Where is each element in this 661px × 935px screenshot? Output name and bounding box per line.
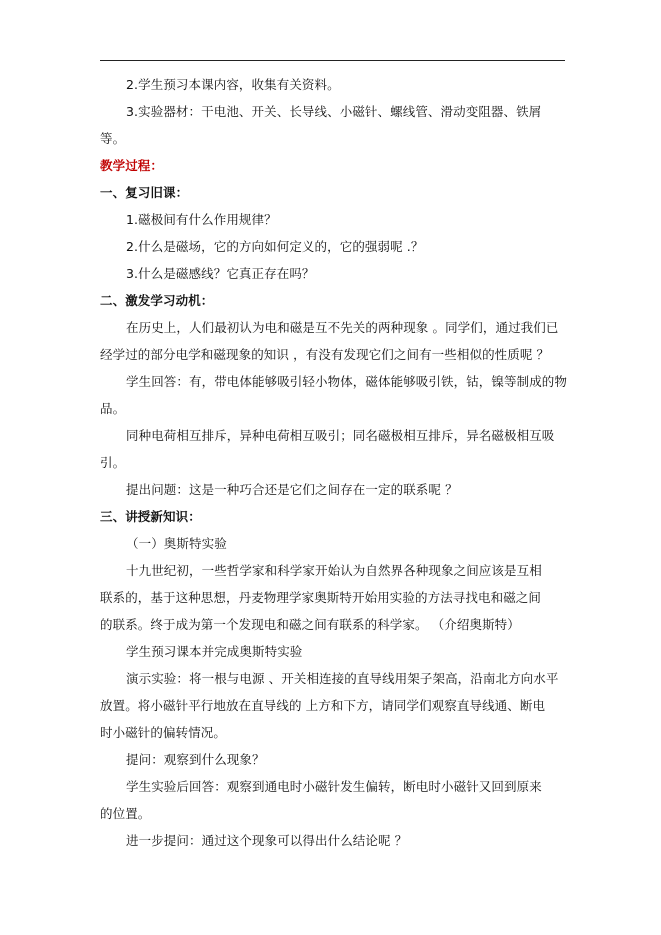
text-line: 3.实验器材：干电池、开关、长导线、小磁针、螺线管、滑动变阻器、铁屑 <box>126 104 542 119</box>
text-line: 联系的，基于这种思想，丹麦物理学家奥斯特开始用实验的方法寻找电和磁之间 <box>100 590 542 605</box>
text-line: 经学过的部分电学和磁现象的知识 ，有没有发现它们之间有一些相似的性质呢 ？ <box>100 347 550 362</box>
subsection-heading: （一）奥斯特实验 <box>126 536 227 551</box>
text-line: 十九世纪初，一些哲学家和科学家开始认为自然界各种现象之间应该是互相 <box>126 563 542 578</box>
text-line: 3.什么是磁感线？它真正存在吗？ <box>126 266 315 281</box>
text-line: 放置。将小磁针平行地放在直导线的 上方和下方，请同学们观察直导线通、断电 <box>100 698 546 713</box>
section-heading: 二、激发学习动机： <box>100 293 214 308</box>
text-line: 品。 <box>100 401 126 416</box>
text-line: 的联系。终于成为第一个发现电和磁之间有联系的科学家。 （介绍奥斯特） <box>100 617 520 632</box>
text-line: 提问：观察到什么现象？ <box>126 752 265 767</box>
text-line: 学生预习课本并完成奥斯特实验 <box>126 644 303 659</box>
text-line: 进一步提问：通过这个现象可以得出什么结论呢 ？ <box>126 833 408 848</box>
section-heading-teaching-process: 教学过程： <box>100 158 164 173</box>
text-line: 的位置。 <box>100 806 151 821</box>
text-line: 引。 <box>100 455 126 470</box>
section-heading: 一、复习旧课： <box>100 185 189 200</box>
text-line: 2.学生预习本课内容，收集有关资料。 <box>126 77 340 92</box>
text-line: 提出问题：这是一种巧合还是它们之间存在一定的联系呢 ？ <box>126 482 458 497</box>
text-line: 1.磁极间有什么作用规律？ <box>126 212 277 227</box>
text-line: 学生实验后回答：观察到通电时小磁针发生偏转，断电时小磁针又回到原来 <box>126 779 542 794</box>
text-line: 在历史上，人们最初认为电和磁是互不先关的两种现象 。同学们，通过我们已 <box>126 320 559 335</box>
text-line: 2.什么是磁场，它的方向如何定义的，它的强弱呢 .？ <box>126 239 424 254</box>
section-heading: 三、讲授新知识： <box>100 509 201 524</box>
text-line: 时小磁针的偏转情况。 <box>100 725 227 740</box>
text-line: 同种电荷相互排斥，异种电荷相互吸引；同名磁极相互排斥，异名磁极相互吸 <box>126 428 555 443</box>
text-line: 等。 <box>100 131 126 146</box>
text-line: 演示实验：将一根与电源 、开关相连接的直导线用架子架高，沿南北方向水平 <box>126 671 559 686</box>
header-rule <box>100 60 565 61</box>
text-line: 学生回答：有，带电体能够吸引轻小物体，磁体能够吸引铁，钴，镍等制成的物 <box>126 374 568 389</box>
